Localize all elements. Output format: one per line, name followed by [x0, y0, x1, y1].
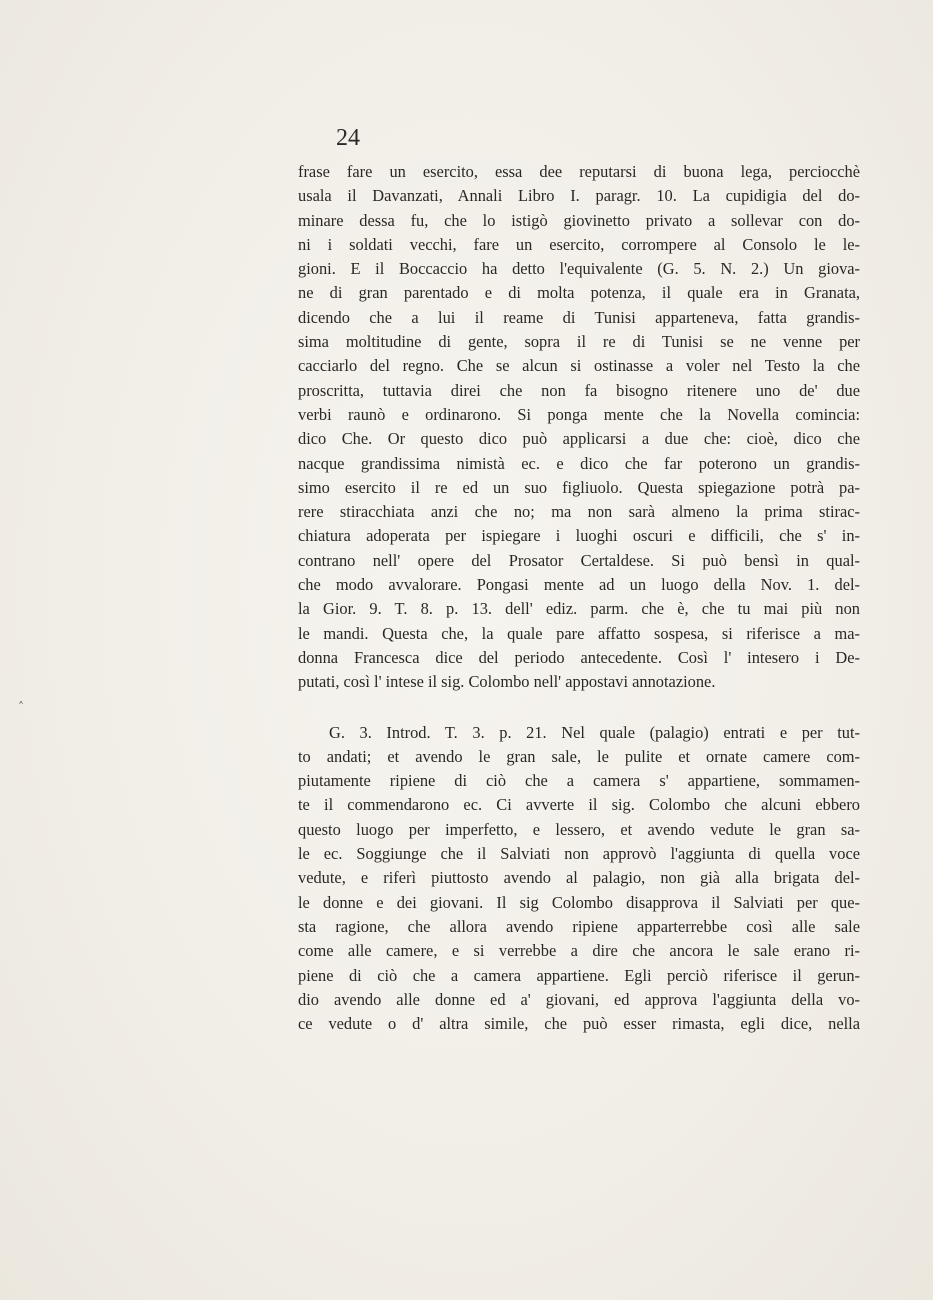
page-number: 24 [336, 125, 360, 151]
text-line: dico Che. Or questo dico può applicarsi a due che: cioè, dico che [298, 429, 860, 449]
text-line: questo luogo per imperfetto, e lessero, et avendo vedute le gran sa- [298, 819, 860, 839]
paragraph-2 [298, 721, 860, 1037]
text-line: G. 3. Introd. T. 3. p. 21. Nel quale (palagio) entrati e per tut- [329, 722, 860, 742]
text-line: to andati; et avendo le gran sale, le pulite et ornate camere com- [298, 746, 860, 766]
text-line: verbi raunò e ordinarono. Si ponga mente che la Novella comincia: [298, 404, 860, 424]
text-line: proscritta, tuttavia direi che non fa bisogno ritenere uno de' due [298, 380, 860, 400]
text-line: te il commendarono ec. Ci avverte il sig. Colombo che alcuni ebbero [298, 795, 860, 815]
text-line: rere stiracchiata anzi che no; ma non sarà almeno la prima stirac- [298, 502, 860, 522]
text-line: sta ragione, che allora avendo ripiene apparterrebbe così alle sale [298, 916, 860, 936]
text-line: gioni. E il Boccaccio ha detto l'equivalente (G. 5. N. 2.) Un giova- [298, 259, 860, 279]
text-line: ni i soldati vecchi, fare un esercito, corrompere al Consolo le le- [298, 234, 860, 254]
margin-mark: ˄ [18, 700, 24, 714]
text-line: la Gior. 9. T. 8. p. 13. dell' ediz. parm. che è, che tu mai più non [298, 599, 860, 619]
text-line: le donne e dei giovani. Il sig Colombo disapprova il Salviati per que- [298, 892, 860, 912]
text-line: minare dessa fu, che lo istigò giovinetto privato a sollevar con do- [298, 210, 860, 230]
text-line: piutamente ripiene di ciò che a camera s' appartiene, sommamen- [298, 771, 860, 791]
text-line: chiatura adoperata per ispiegare i luoghi oscuri e difficili, che s' in- [298, 526, 860, 546]
text-line: dio avendo alle donne ed a' giovani, ed approva l'aggiunta della vo- [298, 989, 860, 1009]
text-line: nacque grandissima nimistà ec. e dico che far poterono un grandis- [298, 453, 860, 473]
text-line: che modo avvalorare. Pongasi mente ad un luogo della Nov. 1. del- [298, 575, 860, 595]
text-line: contrano nell' opere del Prosator Certaldese. Si può bensì in qual- [298, 550, 860, 570]
text-line: putati, così l' intese il sig. Colombo nell' appostavi annotazione. [298, 672, 716, 692]
text-line: le ec. Soggiunge che il Salviati non approvò l'aggiunta di quella voce [298, 844, 860, 864]
text-line: donna Francesca dice del periodo antecedente. Così l' intesero i De- [298, 647, 860, 667]
text-line: frase fare un esercito, essa dee reputarsi di buona lega, perciocchè [298, 162, 860, 181]
text-line: sima moltitudine di gente, sopra il re di Tunisi se ne venne per [298, 332, 860, 352]
text-line: usala il Davanzati, Annali Libro I. paragr. 10. La cupidigia del do- [298, 186, 860, 206]
text-line: simo esercito il re ed un suo figliuolo. Questa spiegazione potrà pa- [298, 477, 860, 497]
body-text [298, 160, 860, 1036]
text-line: piene di ciò che a camera appartiene. Egli perciò riferisce il gerun- [298, 965, 860, 985]
text-line: ce vedute o d' altra simile, che può esser rimasta, egli dice, nella [298, 1014, 860, 1034]
text-line: cacciarlo del regno. Che se alcun si ostinasse a voler nel Testo la che [298, 356, 860, 376]
text-line: le mandi. Questa che, la quale pare affatto sospesa, si riferisce a ma- [298, 623, 860, 643]
text-line: ne di gran parentado e di molta potenza, il quale era in Granata, [298, 283, 860, 303]
text-line: dicendo che a lui il reame di Tunisi apparteneva, fatta grandis- [298, 307, 860, 327]
paragraph-1 [298, 160, 860, 695]
text-line: come alle camere, e si verrebbe a dire che ancora le sale erano ri- [298, 941, 860, 961]
text-line: vedute, e riferì piuttosto avendo al palagio, non già alla brigata del- [298, 868, 860, 888]
